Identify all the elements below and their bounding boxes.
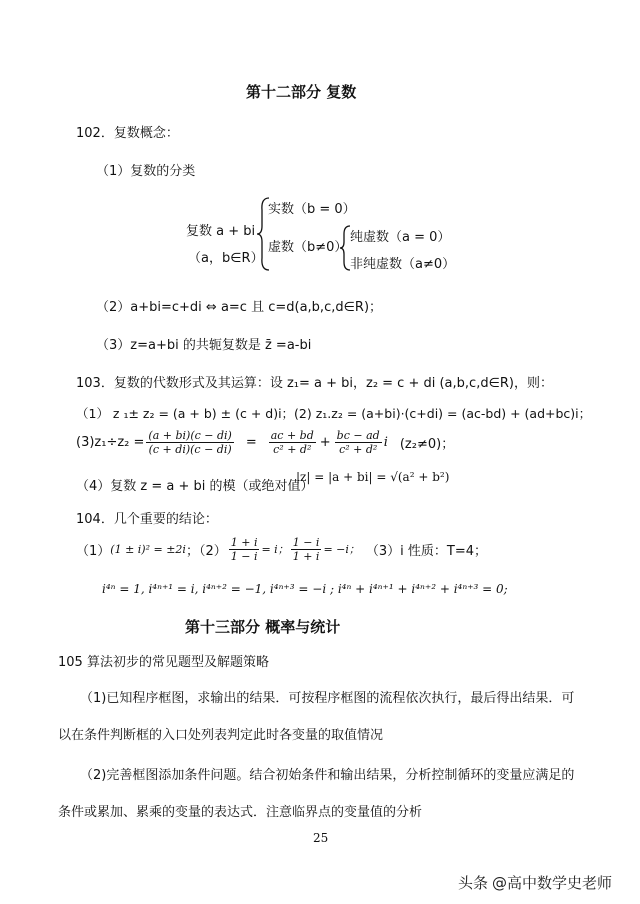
frac-2: $\frac{ac + bd}{\text{c² + d²}}$ bbox=[270, 428, 314, 456]
fa-eq: = i； bbox=[261, 543, 289, 556]
eq-sign: = bbox=[245, 434, 257, 450]
classify-left-top: 复数 a + bi bbox=[186, 224, 256, 239]
frac-a: $\frac{1 + i}{1 - i}$ bbox=[230, 535, 258, 563]
watermark-prefix: 头条 bbox=[458, 874, 489, 892]
classify-real: 实数（b = 0） bbox=[268, 202, 356, 217]
s103-line1: （1） z ₁± z₂ = (a + b) ± (c + d)i；(2) z₁.z₂ = (a+bi)·(c+di) = (ac-bd) + (ad+bc)i； bbox=[76, 406, 592, 421]
s105-p1a: （1)已知程序框图，求输出的结果．可按程序框图的流程依次执行，最后得出结果．可 bbox=[80, 691, 575, 706]
frac-1: $\frac{(a + bi)(c - di)}{(c + di)(c - di)}$ bbox=[148, 428, 232, 456]
s104-line1 bbox=[76, 530, 487, 568]
line3-prefix: (3)z₁÷z₂ = bbox=[76, 434, 145, 450]
s104-heading: 104．几个重要的结论： bbox=[76, 512, 218, 527]
i-symbol: i bbox=[383, 434, 388, 450]
watermark bbox=[458, 872, 612, 893]
l1-num: （1） bbox=[76, 543, 111, 559]
s102-heading: 102．复数概念： bbox=[76, 126, 179, 141]
classify-left-bottom: （a，b∈R） bbox=[188, 251, 264, 266]
line3-suffix: (z₂≠0)； bbox=[399, 436, 455, 452]
s105-p2a: （2)完善框图添加条件问题。结合初始条件和输出结果，分析控制循环的变量应满足的 bbox=[80, 768, 575, 783]
frac-3: $\frac{bc - ad}{\text{c² + d²}}$ bbox=[336, 428, 380, 456]
watermark-handle: @高中数学史老师 bbox=[492, 874, 613, 892]
s102-sub3: （3）z=a+bi 的共轭复数是 z̄ =a-bi bbox=[96, 338, 312, 353]
modulus-formula: |z| = |a + bi| = √(a² + b²) bbox=[296, 470, 450, 484]
classify-imag: 虚数（b≠0） bbox=[268, 240, 348, 255]
s105-heading: 105 算法初步的常见题型及解题策略 bbox=[58, 655, 269, 670]
s104-line2: i⁴ⁿ = 1, i⁴ⁿ⁺¹ = i, i⁴ⁿ⁺² = −1, i⁴ⁿ⁺³ = −i ; i⁴ⁿ + i⁴ⁿ⁺¹ + i⁴ⁿ⁺² + i⁴ⁿ⁺³ = 0; bbox=[102, 582, 508, 596]
classify-pure: 纯虚数（a = 0） bbox=[350, 230, 451, 245]
plus-sign: + bbox=[319, 434, 331, 450]
l1-sep: ；（2） bbox=[185, 543, 227, 559]
l1-period: i 性质：T=4； bbox=[400, 543, 488, 559]
fb-eq: = −i； bbox=[323, 543, 360, 556]
page-number: 25 bbox=[313, 831, 329, 845]
s102-sub1: （1）复数的分类 bbox=[96, 164, 196, 179]
l1-three: （3） bbox=[365, 543, 401, 559]
s105-p2b: 条件或累加、累乘的变量的表达式．注意临界点的变量值的分析 bbox=[58, 805, 423, 820]
classify-nonpure: 非纯虚数（a≠0） bbox=[350, 257, 456, 272]
part13-title: 第十三部分 概率与统计 bbox=[185, 618, 341, 636]
s103-line4: （4）复数 z = a + bi 的模（或绝对值） bbox=[76, 479, 314, 494]
frac-b: $\frac{1 - i}{1 + i}$ bbox=[292, 535, 320, 563]
part12-title: 第十二部分 复数 bbox=[246, 83, 357, 101]
s103-heading: 103．复数的代数形式及其运算：设 z₁= a + bi，z₂ = c + di (a,b,c,d∈R)，则： bbox=[76, 376, 554, 391]
s105-p1b: 以在条件判断框的入口处列表判定此时各变量的取值情况 bbox=[58, 728, 384, 743]
s103-line3 bbox=[76, 422, 454, 462]
s102-sub2: （2）a+bi=c+di ⇔ a=c 且 c=d(a,b,c,d∈R)； bbox=[96, 300, 383, 315]
l1-formula: (1 ± i)² = ±2i bbox=[110, 542, 186, 556]
